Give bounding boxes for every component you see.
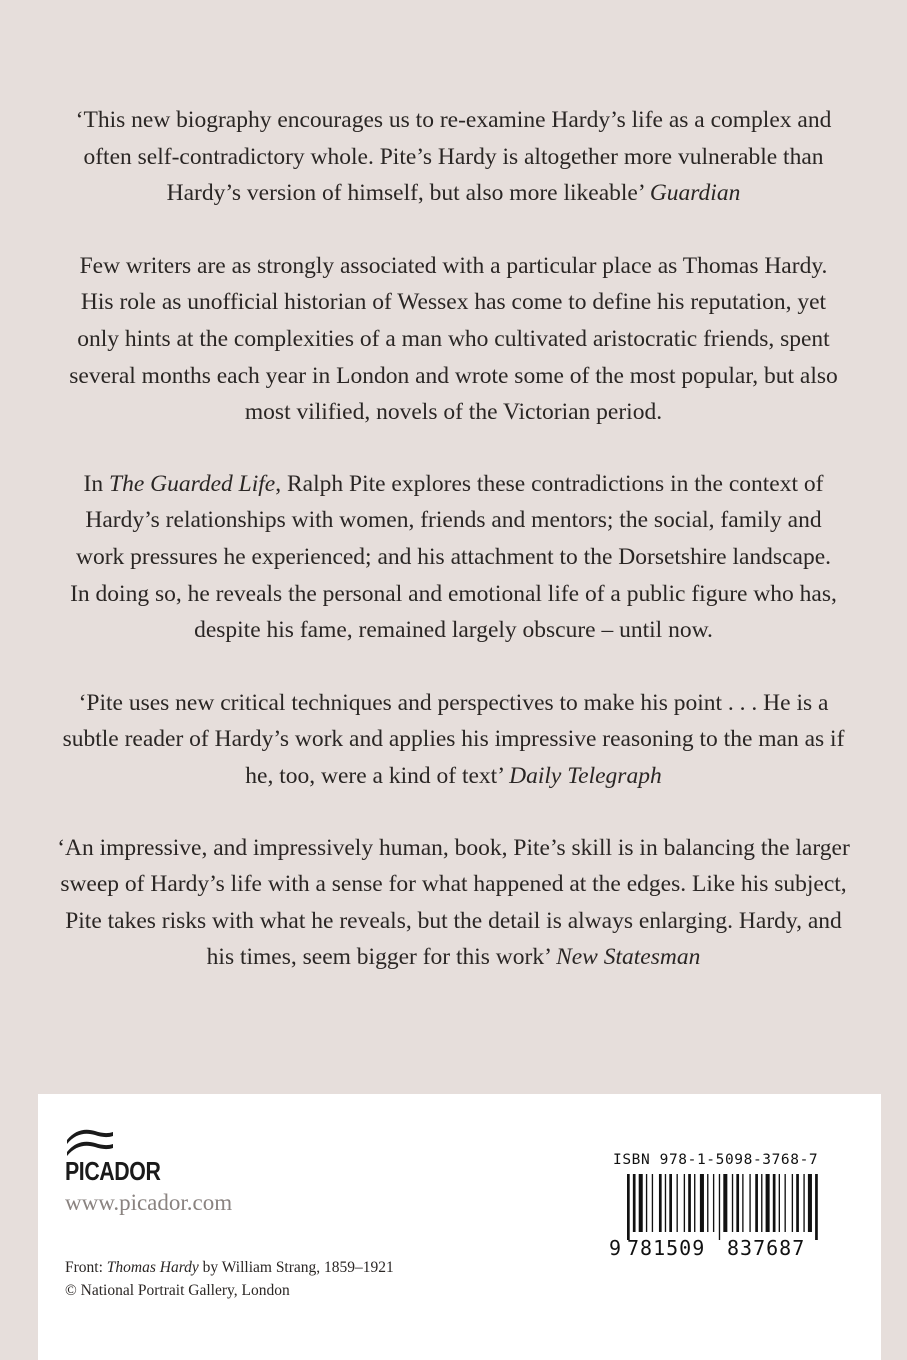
barcode-bar [815,1174,818,1240]
quote-line: often self-contradictory whole. Pite’s Hardy is altogether more vulnerable than [83,143,824,170]
barcode-bar [808,1174,812,1232]
credit-text: Front: [65,1259,107,1276]
barcode-bar [665,1174,666,1232]
barcode-bar [749,1174,750,1232]
credit-line-2: © National Portrait Gallery, London [65,1282,290,1299]
review-source: New Statesman [556,944,701,971]
quote-text: Hardy’s version of himself, but also more likeable’ [166,180,650,207]
barcode-bar [723,1174,727,1232]
barcode-bar [646,1174,647,1232]
quote-line: ‘Pite uses new critical techniques and perspectives to make his point . . . He is a [78,689,829,716]
barcode-bar [773,1174,776,1232]
barcode-bar [755,1174,758,1232]
quote-line: sweep of Hardy’s life with a sense for what happened at the edges. Like his subject, [60,871,847,898]
barcode-bar [684,1174,685,1232]
barcode-bar [639,1174,643,1232]
cover-credit [65,1256,394,1302]
barcode-bar [732,1174,733,1232]
quote-text: his times, seem bigger for this work’ [206,944,557,971]
book-title: The Guarded Life [109,470,276,497]
description-line: most vilified, novels of the Victorian period. [244,399,663,426]
description-line: work pressures he experienced; and his attachment to the Dorsetshire landscape. [76,543,831,570]
review-quote-new-statesman [40,830,867,976]
description-text: , Ralph Pite explores these contradictions in the context of [275,470,824,497]
description-line: In doing so, he reveals the personal and emotional life of a public figure who has, [70,580,837,607]
barcode-bar [736,1174,739,1232]
quote-line: subtle reader of Hardy’s work and applies his impressive reasoning to the man as if [62,726,845,753]
barcode-bar [761,1174,762,1232]
book-description-1 [40,248,867,431]
description-line: several months each year in London and wrote some of the most popular, but also [69,362,838,389]
barcode-bar [742,1174,743,1232]
quote-line: ‘An impressive, and impressively human, book, Pite’s skill is in balancing the larger [57,834,850,861]
barcode-bar [792,1174,793,1232]
book-description-2 [40,466,867,649]
barcode-bar [719,1174,720,1240]
barcode-left-group: 781509 [627,1236,706,1260]
description-line: His role as unofficial historian of Wessex has come to define his reputation, yet [80,289,827,316]
quote-line-last [40,758,867,795]
barcode-bar [779,1174,780,1232]
description-line-first [40,466,867,503]
quote-text: he, too, were a kind of text’ [245,762,510,789]
barcode-bar [694,1174,695,1232]
publisher-name: PICADOR [65,1156,161,1186]
barcode-bar [669,1174,672,1232]
publisher-url[interactable]: www.picador.com [65,1190,233,1215]
credit-work: Thomas Hardy [106,1259,199,1276]
barcode-bar [659,1174,662,1232]
barcode-bar [785,1174,786,1232]
credit-line-1 [65,1256,394,1279]
quote-line: ‘This new biography encourages us to re-examine Hardy’s life as a complex and [75,107,832,133]
barcode-bar [688,1174,691,1232]
barcode-right-group: 837687 [727,1236,806,1260]
barcode-bar [633,1174,636,1232]
barcode-bar [652,1174,653,1232]
barcode-bar [677,1174,678,1232]
quote-line: Pite takes risks with what he reveals, but the detail is always enlarging. Hardy, and [65,907,842,934]
barcode-bar [713,1174,714,1232]
description-text: In [83,470,109,497]
isbn-barcode [609,1152,841,1262]
blurb-section [40,102,867,1013]
barcode-bars [609,1174,841,1240]
quote-line-last [40,939,867,976]
barcode-bar [627,1174,630,1240]
barcode-first-digit: 9 [609,1236,622,1260]
review-source: Daily Telegraph [509,762,662,789]
barcode-bar [766,1174,770,1232]
barcode-digits [609,1236,841,1262]
review-quote-telegraph [40,685,867,795]
review-quote-guardian [40,102,867,212]
description-line: Few writers are as strongly associated with a particular place as Thomas Hardy. [79,252,828,279]
description-line: Hardy’s relationships with women, friends and mentors; the social, family and [85,507,822,534]
isbn-label: ISBN 978-1-5098-3768-7 [613,1152,819,1168]
description-line: despite his fame, remained largely obscure – until now. [194,617,713,644]
publisher-panel [38,1094,881,1360]
barcode-bar [796,1174,799,1232]
barcode-bar [803,1174,804,1232]
review-source: Guardian [649,180,741,207]
description-line: only hints at the complexities of a man who cultivated aristocratic friends, spent [77,325,830,352]
barcode-bar [707,1174,708,1232]
credit-text: by William Strang, 1859–1921 [198,1259,394,1276]
barcode-bar [700,1174,704,1232]
quote-line-last [40,175,867,212]
